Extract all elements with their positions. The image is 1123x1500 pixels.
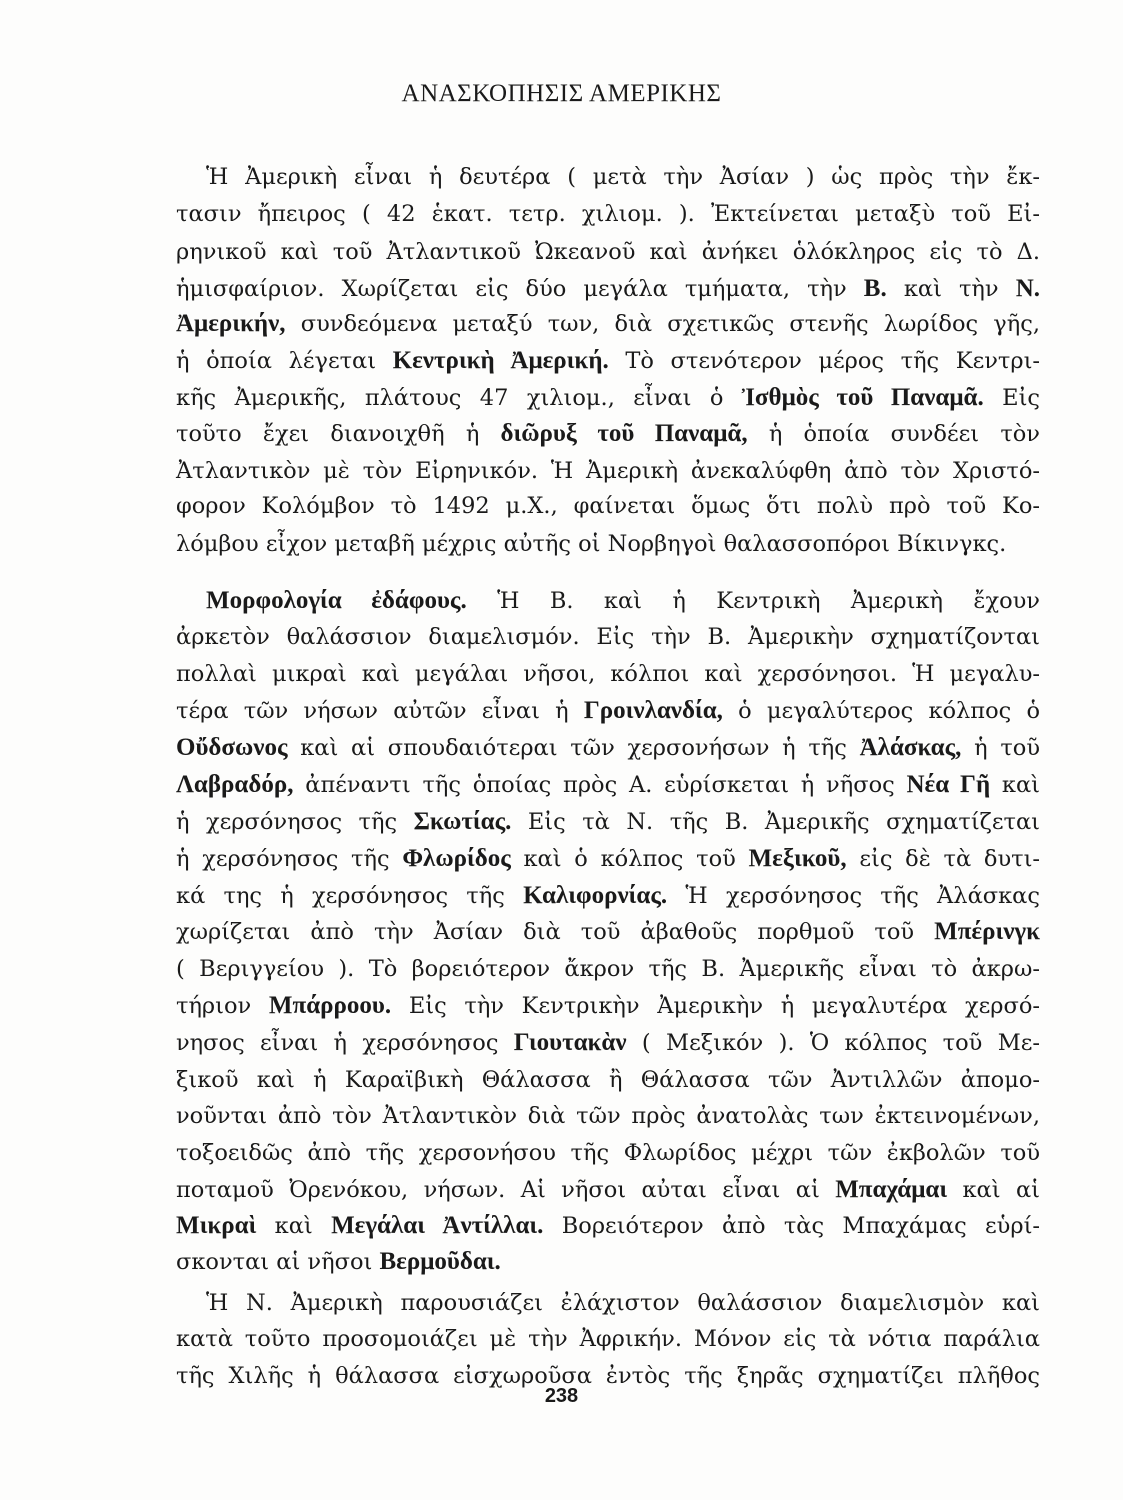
- text-line: [176, 655, 1040, 693]
- text-line: [176, 1243, 1040, 1281]
- text-run: Τὸ στενότερον μέρος τῆς Κεντρι-: [608, 348, 1040, 374]
- text-run: σκονται αἱ νῆσοι: [176, 1249, 380, 1275]
- text-line: [176, 1024, 1040, 1062]
- bold-term: Μορφολογία ἐδάφους.: [206, 587, 467, 614]
- text-line: [176, 729, 1040, 767]
- text-line: [176, 305, 1040, 343]
- text-line: [176, 415, 1040, 453]
- bold-term: Μεγάλαι Ἀντίλλαι.: [331, 1212, 544, 1239]
- text-run: Εἰς: [983, 385, 1041, 411]
- text-run: ἡ τοῦ: [961, 735, 1040, 761]
- text-line: [176, 803, 1040, 841]
- bold-term: Ἀλάσκας,: [859, 734, 962, 761]
- text-run: φορον Κολόμβον τὸ 1492 μ.Χ., φαίνεται ὅμως ὅτι πολὺ πρὸ τοῦ Κο-: [176, 493, 1040, 519]
- text-line: [176, 877, 1040, 915]
- text-line: [206, 582, 1040, 620]
- text-line: [206, 158, 1040, 196]
- text-run: κατὰ τοῦτο προσομοιάζει μὲ τὴν Ἀφρικήν. Μόνον εἰς τὰ νότια παράλια: [176, 1326, 1040, 1352]
- text-run: ἡμισφαίριον. Χωρίζεται εἰς δύο μεγάλα τμήματα, τὴν: [176, 276, 864, 302]
- text-run: Ἡ χερσόνησος τῆς Ἀλάσκας: [667, 883, 1040, 909]
- text-run: Βορειότερον ἀπὸ τὰς Μπαχάμας εὑρί-: [543, 1213, 1040, 1239]
- text-run: ρηνικοῦ καὶ τοῦ Ἀτλαντικοῦ Ὠκεανοῦ καὶ ἀνήκει ὁλόκληρος εἰς τὸ Δ.: [176, 239, 1040, 265]
- text-line: [176, 1134, 1040, 1172]
- text-line: [206, 1284, 1040, 1322]
- text-line: [176, 950, 1040, 988]
- text-run: καὶ ὁ κόλπος τοῦ: [510, 846, 749, 872]
- text-run: εἰς δὲ τὰ δυτι-: [846, 846, 1040, 872]
- bold-term: Μικραὶ: [176, 1212, 257, 1239]
- text-run: Εἰς τὴν Κεντρικὴν Ἀμερικὴν ἡ μεγαλυτέρα χερσό-: [391, 993, 1040, 1019]
- text-line: [176, 766, 1040, 804]
- text-run: κῆς Ἀμερικῆς, πλάτους 47 χιλιομ., εἶναι ὁ: [176, 385, 742, 411]
- text-run: καὶ: [256, 1213, 332, 1239]
- text-run: ἡ ὁποία συνδέει τὸν: [747, 421, 1040, 447]
- text-run: νοῦνται ἀπὸ τὸν Ἀτλαντικὸν διὰ τῶν πρὸς ἀνατολὰς των ἐκτεινομένων,: [176, 1103, 1040, 1129]
- page-number: 238: [544, 1385, 579, 1407]
- text-line: [176, 840, 1040, 878]
- text-run: καὶ τὴν: [886, 276, 1016, 302]
- text-run: νησος εἶναι ἡ χερσόνησος: [176, 1030, 514, 1056]
- bold-term: Μπάρροου.: [268, 992, 392, 1019]
- text-run: τοῦτο ἔχει διανοιχθῆ ἡ: [176, 421, 501, 447]
- text-line: [176, 379, 1040, 417]
- bold-term: Ἰσθμὸς τοῦ Παναμᾶ.: [741, 384, 984, 411]
- text-line: [176, 1061, 1040, 1099]
- text-run: τῆς Χιλῆς ἡ θάλασσα εἰσχωροῦσα ἐντὸς τῆς ξηρᾶς σχηματίζει πλῆθος: [176, 1363, 1040, 1389]
- text-run: ἀπέναντι τῆς ὁποίας πρὸς Α. εὑρίσκεται ἡ νῆσος: [293, 772, 907, 798]
- text-run: πολλαὶ μικραὶ καὶ μεγάλαι νῆσοι, κόλποι καὶ χερσόνησοι. Ἡ μεγαλυ-: [176, 661, 1040, 687]
- text-line: [176, 525, 1040, 563]
- text-run: Ἡ Ἀμερικὴ εἶναι ἡ δευτέρα ( μετὰ τὴν Ἀσίαν ) ὡς πρὸς τὴν ἔκ-: [206, 164, 1040, 190]
- text-line: [176, 195, 1040, 233]
- text-line: [176, 692, 1040, 730]
- bold-term: Β.: [863, 275, 887, 302]
- bold-term: Σκωτίας.: [413, 808, 512, 835]
- bold-term: Μεξικοῦ,: [748, 845, 847, 872]
- bold-term: Οὔδσωνος: [176, 734, 288, 761]
- text-run: τέρα τῶν νήσων αὐτῶν εἶναι ἡ: [176, 698, 584, 724]
- page-title: ΑΝΑΣΚΟΠΗΣΙΣ ΑΜΕΡΙΚΗΣ: [401, 80, 722, 107]
- bold-term: Γροινλανδία,: [583, 697, 723, 724]
- bold-term: Γιουτακὰν: [513, 1029, 627, 1056]
- text-run: ποταμοῦ Ὀρενόκου, νήσων. Αἱ νῆσοι αὐται εἶναι αἱ: [176, 1177, 836, 1203]
- text-run: χωρίζεται ἀπὸ τὴν Ἀσίαν διὰ τοῦ ἀβαθοῦς πορθμοῦ τοῦ: [176, 919, 935, 945]
- text-line: [176, 1171, 1040, 1209]
- bold-term: Νέα Γῆ: [906, 771, 991, 798]
- text-run: τασιν ἤπειρος ( 42 ἑκατ. τετρ. χιλιομ. ). Ἐκτείνεται μεταξὺ τοῦ Εἰ-: [176, 201, 1040, 227]
- text-run: ὁ μεγαλύτερος κόλπος ὁ: [722, 698, 1041, 724]
- text-run: συνδεόμενα μεταξύ των, διὰ σχετικῶς στενῆς λωρίδος γῆς,: [285, 311, 1040, 337]
- text-line: [176, 1097, 1040, 1135]
- bold-term: Ν.: [1015, 275, 1040, 302]
- bold-term: Κεντρικὴ Ἀμερική.: [392, 347, 609, 374]
- text-run: ξικοῦ καὶ ἡ Καραϊβικὴ Θάλασσα ἢ Θάλασσα τῶν Ἀντιλλῶν ἀπομο-: [176, 1067, 1040, 1093]
- text-run: καὶ αἱ σπουδαιότεραι τῶν χερσονήσων ἡ τῆς: [287, 735, 860, 761]
- text-run: ἡ χερσόνησος τῆς: [176, 809, 414, 835]
- text-line: [176, 1320, 1040, 1358]
- text-run: τοξοειδῶς ἀπὸ τῆς χερσονήσου τῆς Φλωρίδος μέχρι τῶν ἐκβολῶν τοῦ: [176, 1140, 1040, 1166]
- text-run: Ἀτλαντικὸν μὲ τὸν Εἰρηνικόν. Ἡ Ἀμερικὴ ἀνεκαλύφθη ἀπὸ τὸν Χριστό-: [176, 458, 1040, 484]
- bold-term: Μπαχάμαι: [835, 1176, 948, 1203]
- text-run: λόμβου εἶχον μεταβῆ μέχρις αὐτῆς οἱ Νορβηγοὶ θαλασσοπόροι Βίκινγκς.: [176, 531, 1007, 557]
- text-line: [176, 487, 1040, 525]
- text-run: ( Μεξικόν ). Ὁ κόλπος τοῦ Με-: [626, 1030, 1041, 1056]
- bold-term: Καλιφορνίας.: [523, 882, 668, 909]
- text-run: ἡ χερσόνησος τῆς: [176, 846, 403, 872]
- bold-term: Λαβραδόρ,: [176, 771, 294, 798]
- text-run: καὶ: [990, 772, 1040, 798]
- text-run: τήριον: [176, 993, 269, 1019]
- text-run: ( Βεριγγείου ). Τὸ βορειότερον ἄκρον τῆς Β. Ἀμερικῆς εἶναι τὸ ἀκρω-: [176, 956, 1040, 982]
- bold-term: Ἀμερικήν,: [176, 310, 286, 337]
- text-run: ἀρκετὸν θαλάσσιον διαμελισμόν. Εἰς τὴν Β. Ἀμερικὴν σχηματίζονται: [176, 624, 1040, 650]
- bold-term: Φλωρίδος: [402, 845, 511, 872]
- text-run: κά της ἡ χερσόνησος τῆς: [176, 883, 524, 909]
- text-line: [176, 452, 1040, 490]
- bold-term: διῶρυξ τοῦ Παναμᾶ,: [500, 420, 748, 447]
- text-line: [176, 233, 1040, 271]
- text-line: [176, 270, 1040, 308]
- text-run: Ἡ Ν. Ἀμερικὴ παρουσιάζει ἐλάχιστον θαλάσσιον διαμελισμὸν καὶ: [206, 1290, 1040, 1316]
- text-line: [176, 342, 1040, 380]
- text-line: [176, 913, 1040, 951]
- text-line: [176, 1207, 1040, 1245]
- text-line: [176, 618, 1040, 656]
- text-run: Εἰς τὰ Ν. τῆς Β. Ἀμερικῆς σχηματίζεται: [511, 809, 1040, 835]
- bold-term: Βερμοῦδαι.: [379, 1248, 501, 1275]
- text-line: [176, 987, 1040, 1025]
- text-run: Ἡ Β. καὶ ἡ Κεντρικὴ Ἀμερικὴ ἔχουν: [466, 588, 1040, 614]
- text-run: ἡ ὁποία λέγεται: [176, 348, 393, 374]
- bold-term: Μπέρινγκ: [934, 918, 1040, 945]
- text-run: καὶ αἱ: [947, 1177, 1040, 1203]
